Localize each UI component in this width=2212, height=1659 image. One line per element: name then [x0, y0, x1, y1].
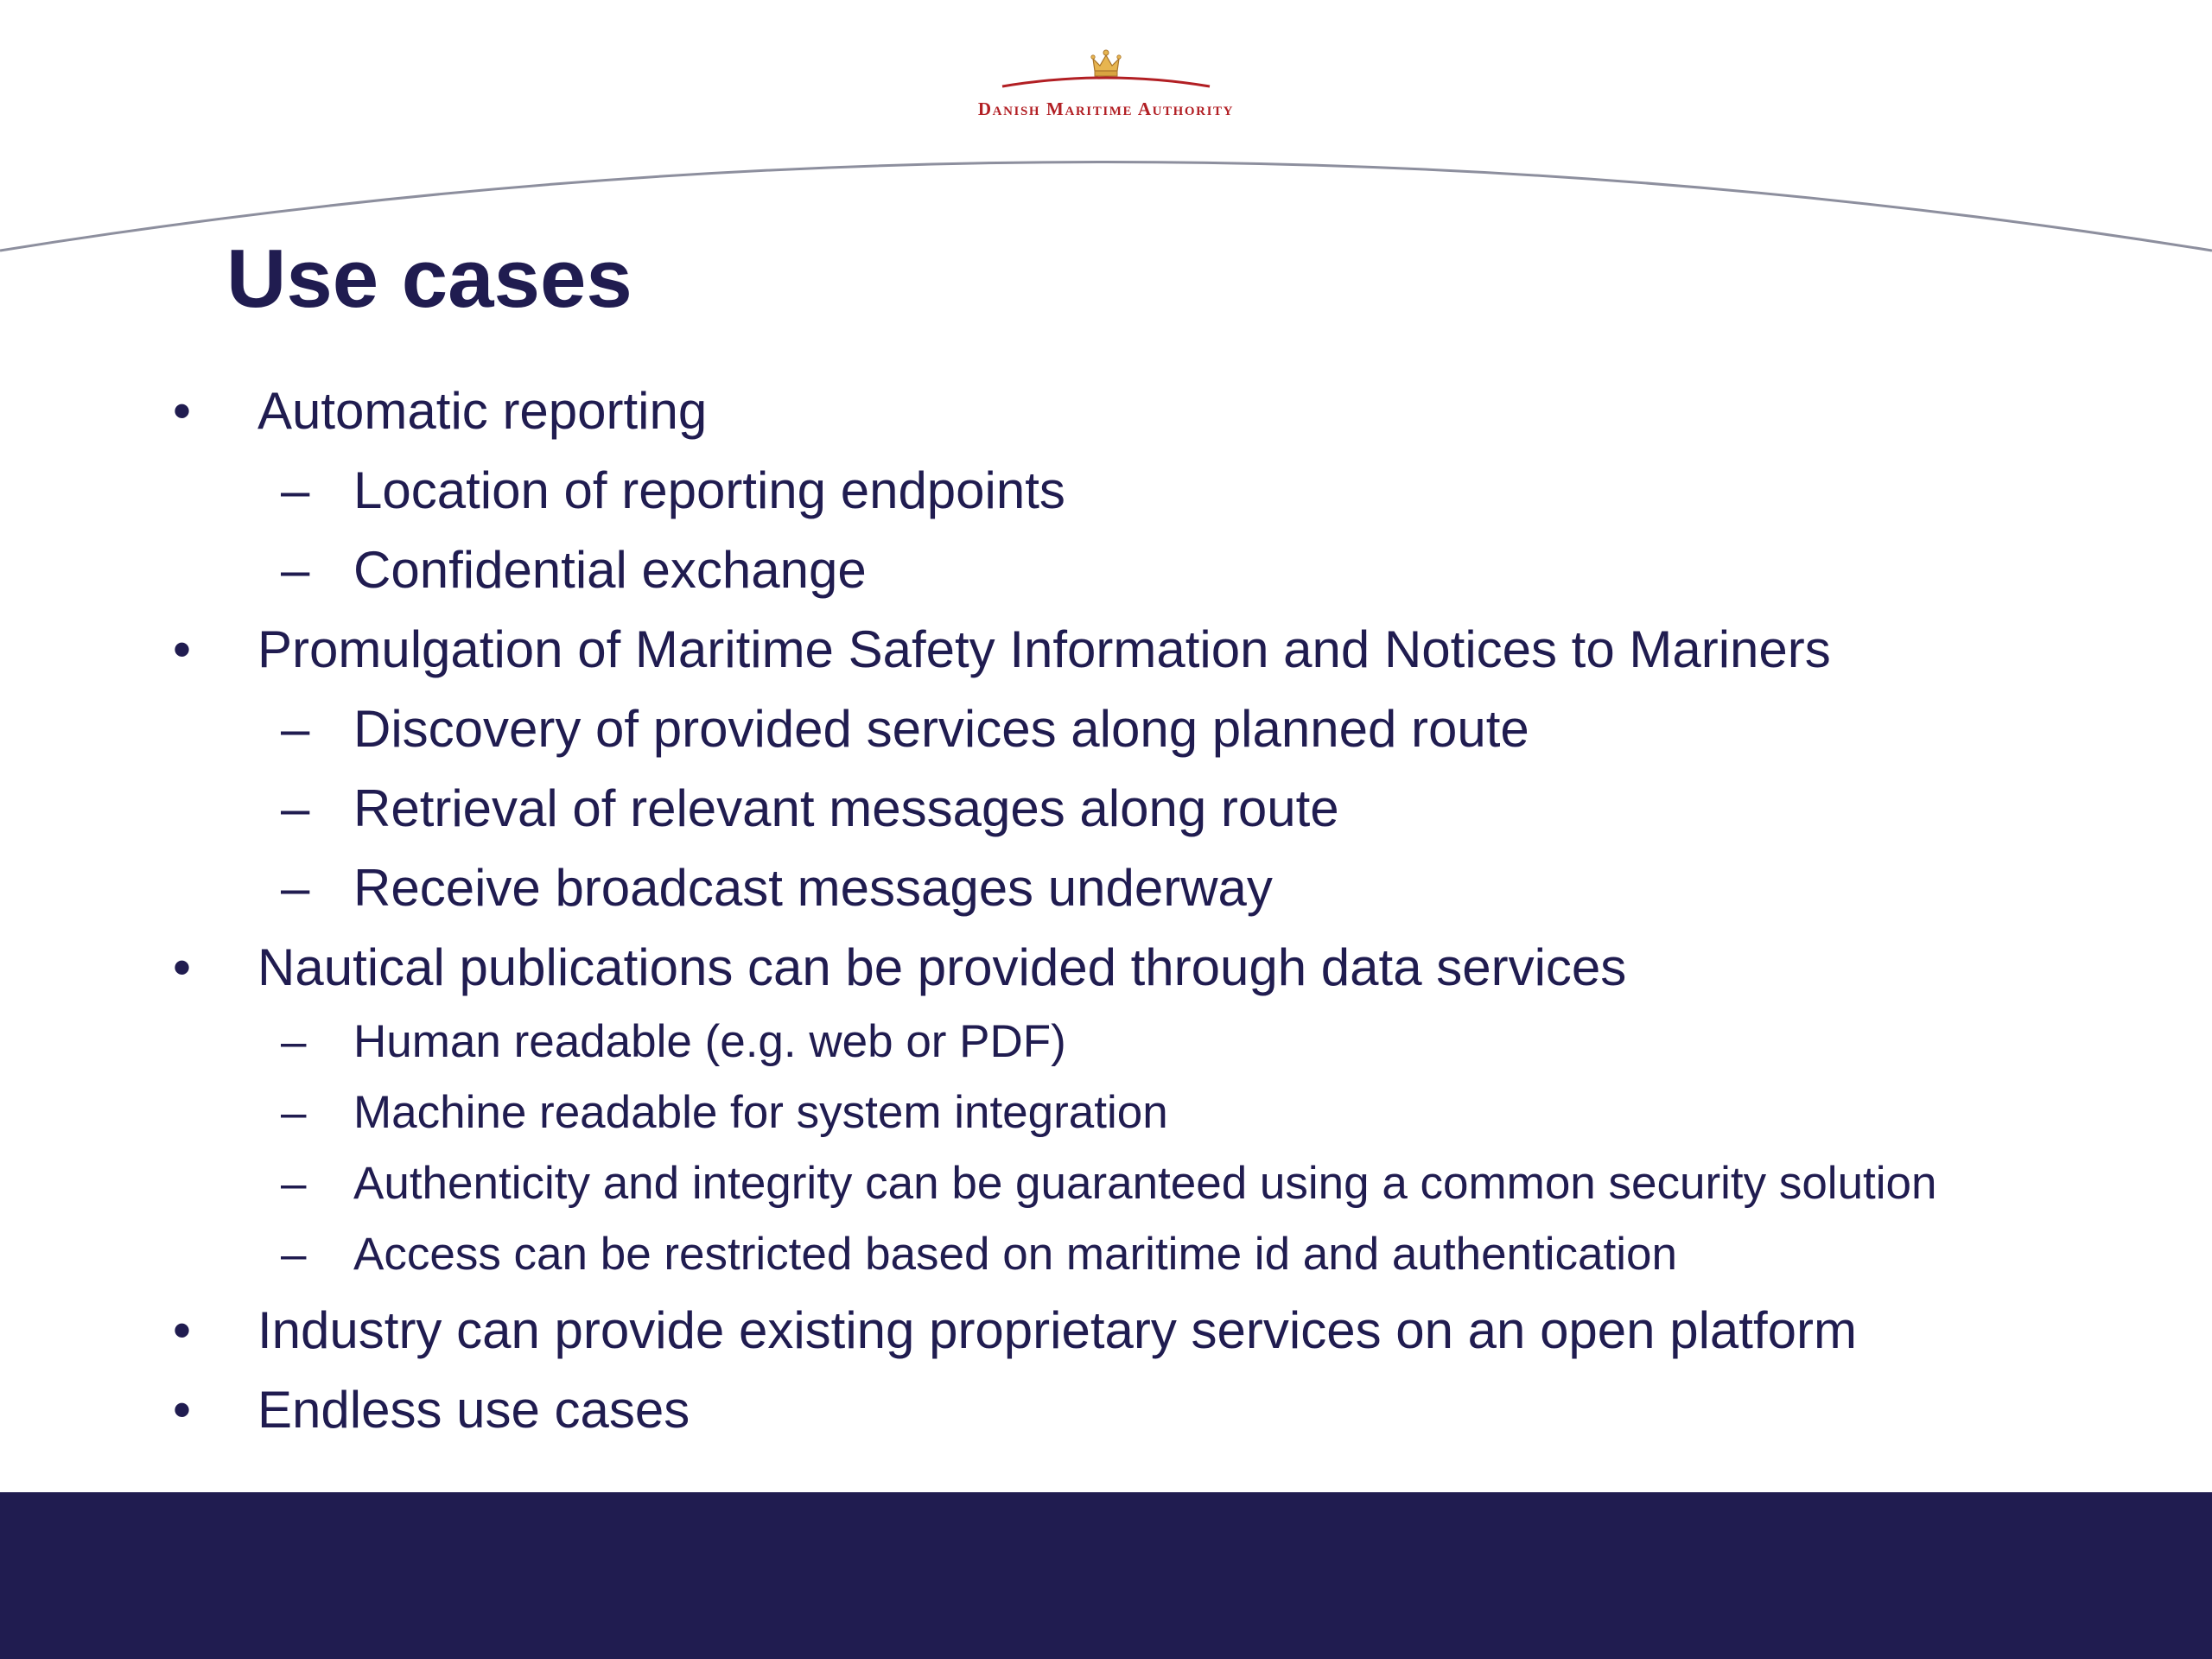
bullet-icon: • [173, 1301, 192, 1359]
footer-band [0, 1492, 2212, 1659]
organization-logo [950, 45, 1262, 127]
crown-icon [950, 45, 1262, 97]
sub-list-item-text: Machine readable for system integration [353, 1087, 1168, 1138]
sub-list-item-text: Access can be restricted based on maritime id and authentication [353, 1229, 1677, 1280]
dash-icon: – [281, 779, 310, 837]
dash-icon: – [281, 700, 310, 758]
dash-icon: – [281, 1229, 307, 1280]
list-item-text: Endless use cases [257, 1381, 690, 1439]
list-item-text: Nautical publications can be provided through data services [257, 938, 1627, 996]
slide-title: Use cases [226, 232, 632, 325]
bullet-icon: • [173, 1381, 192, 1439]
list-item-text: Industry can provide existing proprietary services on an open platform [257, 1301, 1857, 1359]
sub-list-item-text: Confidential exchange [353, 541, 867, 599]
sub-list-item-text: Retrieval of relevant messages along route [353, 779, 1339, 837]
bullet-icon: • [173, 938, 192, 996]
bullet-icon: • [173, 382, 192, 440]
list-item-text: Automatic reporting [257, 382, 708, 440]
dash-icon: – [281, 859, 310, 917]
dash-icon: – [281, 1016, 307, 1067]
dash-icon: – [281, 461, 310, 519]
sub-list-item-text: Location of reporting endpoints [353, 461, 1065, 519]
dash-icon: – [281, 1087, 307, 1138]
bullet-icon: • [173, 620, 192, 678]
sub-list-item-text: Human readable (e.g. web or PDF) [353, 1016, 1066, 1067]
dash-icon: – [281, 1158, 307, 1209]
sub-list-item-text: Discovery of provided services along planned route [353, 700, 1529, 758]
sub-list-item-text: Receive broadcast messages underway [353, 859, 1273, 917]
list-item-text: Promulgation of Maritime Safety Information and Notices to Mariners [257, 620, 1831, 678]
sub-list-item-text: Authenticity and integrity can be guaranteed using a common security solution [353, 1158, 1937, 1209]
dash-icon: – [281, 541, 310, 599]
organization-name: Danish Maritime Authority [977, 99, 1235, 119]
